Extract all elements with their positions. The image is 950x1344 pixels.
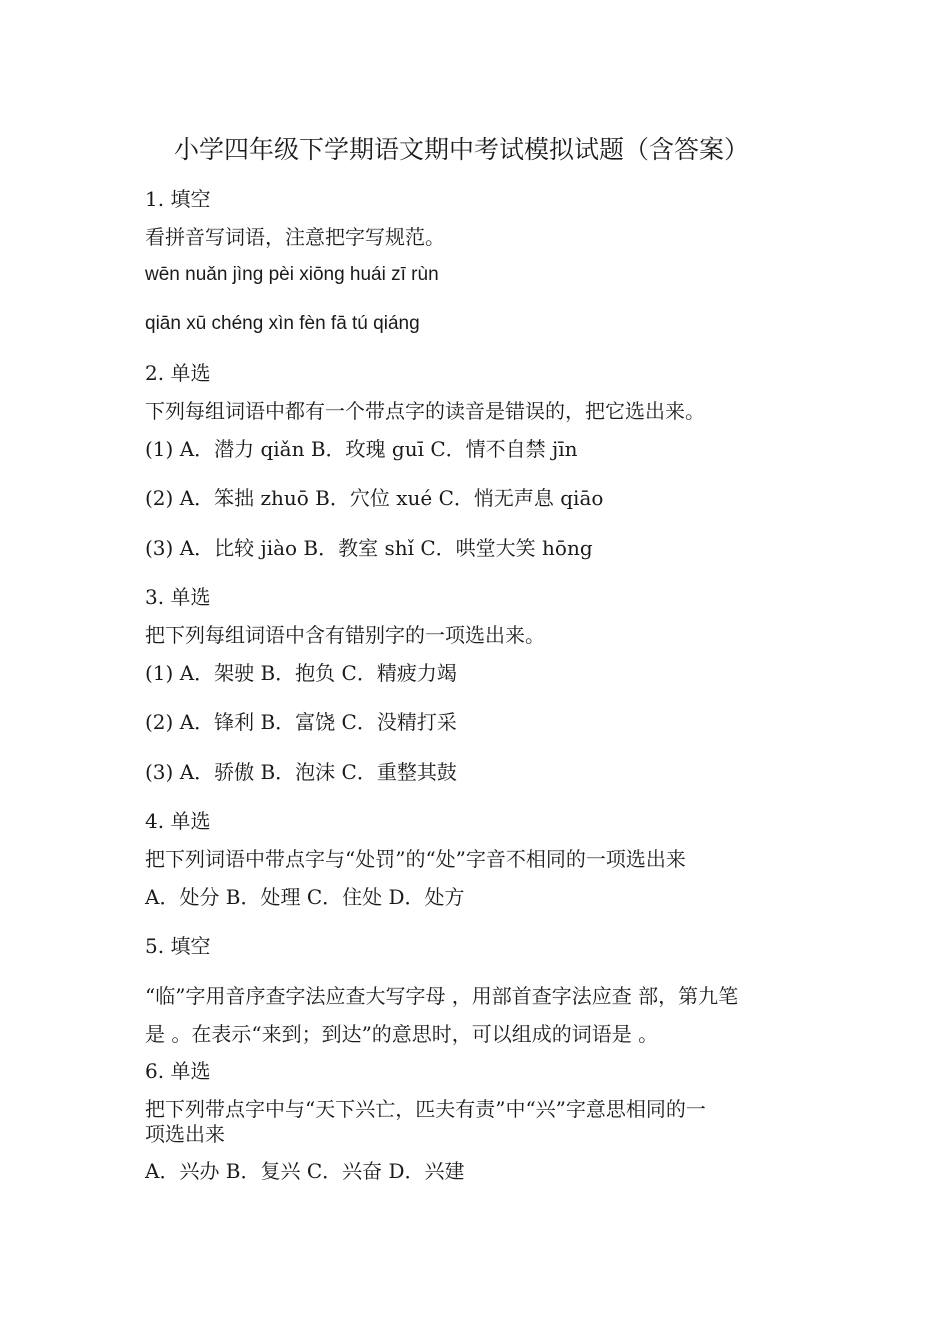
question-1-heading: 1. 填空: [145, 187, 211, 211]
question-2-heading: 2. 单选: [145, 361, 211, 385]
question-3-item-2: (2) A．锋利 B．富饶 C．没精打采: [145, 710, 457, 734]
question-1-pinyin-line-2: qiān xū chéng xìn fèn fā tú qiáng: [145, 313, 420, 334]
question-3-heading: 3. 单选: [145, 585, 211, 609]
question-5-line-1: “临”字用音序查字法应查大写字母 ，用部首查字法应查 部，第九笔: [145, 984, 739, 1008]
page-title: 小学四年级下学期语文期中考试模拟试题（含答案）: [174, 135, 750, 164]
question-3-item-1: (1) A．架驶 B．抱负 C．精疲力竭: [145, 661, 457, 685]
question-4-instruction: 把下列词语中带点字与“处罚”的“处”字音不相同的一项选出来: [145, 847, 686, 871]
question-3-item-3: (3) A．骄傲 B．泡沫 C．重整其鼓: [145, 760, 457, 784]
question-1-pinyin-line-1: wēn nuǎn jìng pèi xiōng huái zī rùn: [145, 264, 439, 285]
question-2-item-2: (2) A．笨拙 zhuō B．穴位 xué C．悄无声息 qiāo: [145, 486, 604, 510]
question-6-options: A．兴办 B．复兴 C．兴奋 D．兴建: [145, 1159, 465, 1183]
question-5-heading: 5. 填空: [145, 934, 211, 958]
question-3-instruction: 把下列每组词语中含有错别字的一项选出来。: [145, 623, 545, 647]
question-4-heading: 4. 单选: [145, 809, 211, 833]
question-5-line-2: 是 。在表示“来到；到达”的意思时，可以组成的词语是 。: [145, 1022, 659, 1046]
question-6-instruction-line-1: 把下列带点字中与“天下兴亡，匹夫有责”中“兴”字意思相同的一: [145, 1097, 706, 1121]
question-1-instruction: 看拼音写词语，注意把字写规范。: [145, 225, 445, 249]
question-6-instruction-line-2: 项选出来: [145, 1122, 225, 1146]
question-4-options: A．处分 B．处理 C．住处 D．处方: [145, 885, 465, 909]
question-2-item-1: (1) A．潜力 qiǎn B．玫瑰 guī C．情不自禁 jīn: [145, 437, 578, 461]
question-6-heading: 6. 单选: [145, 1059, 211, 1083]
question-2-instruction: 下列每组词语中都有一个带点字的读音是错误的，把它选出来。: [145, 399, 705, 423]
question-2-item-3: (3) A．比较 jiào B．教室 shǐ C．哄堂大笑 hōng: [145, 536, 593, 560]
